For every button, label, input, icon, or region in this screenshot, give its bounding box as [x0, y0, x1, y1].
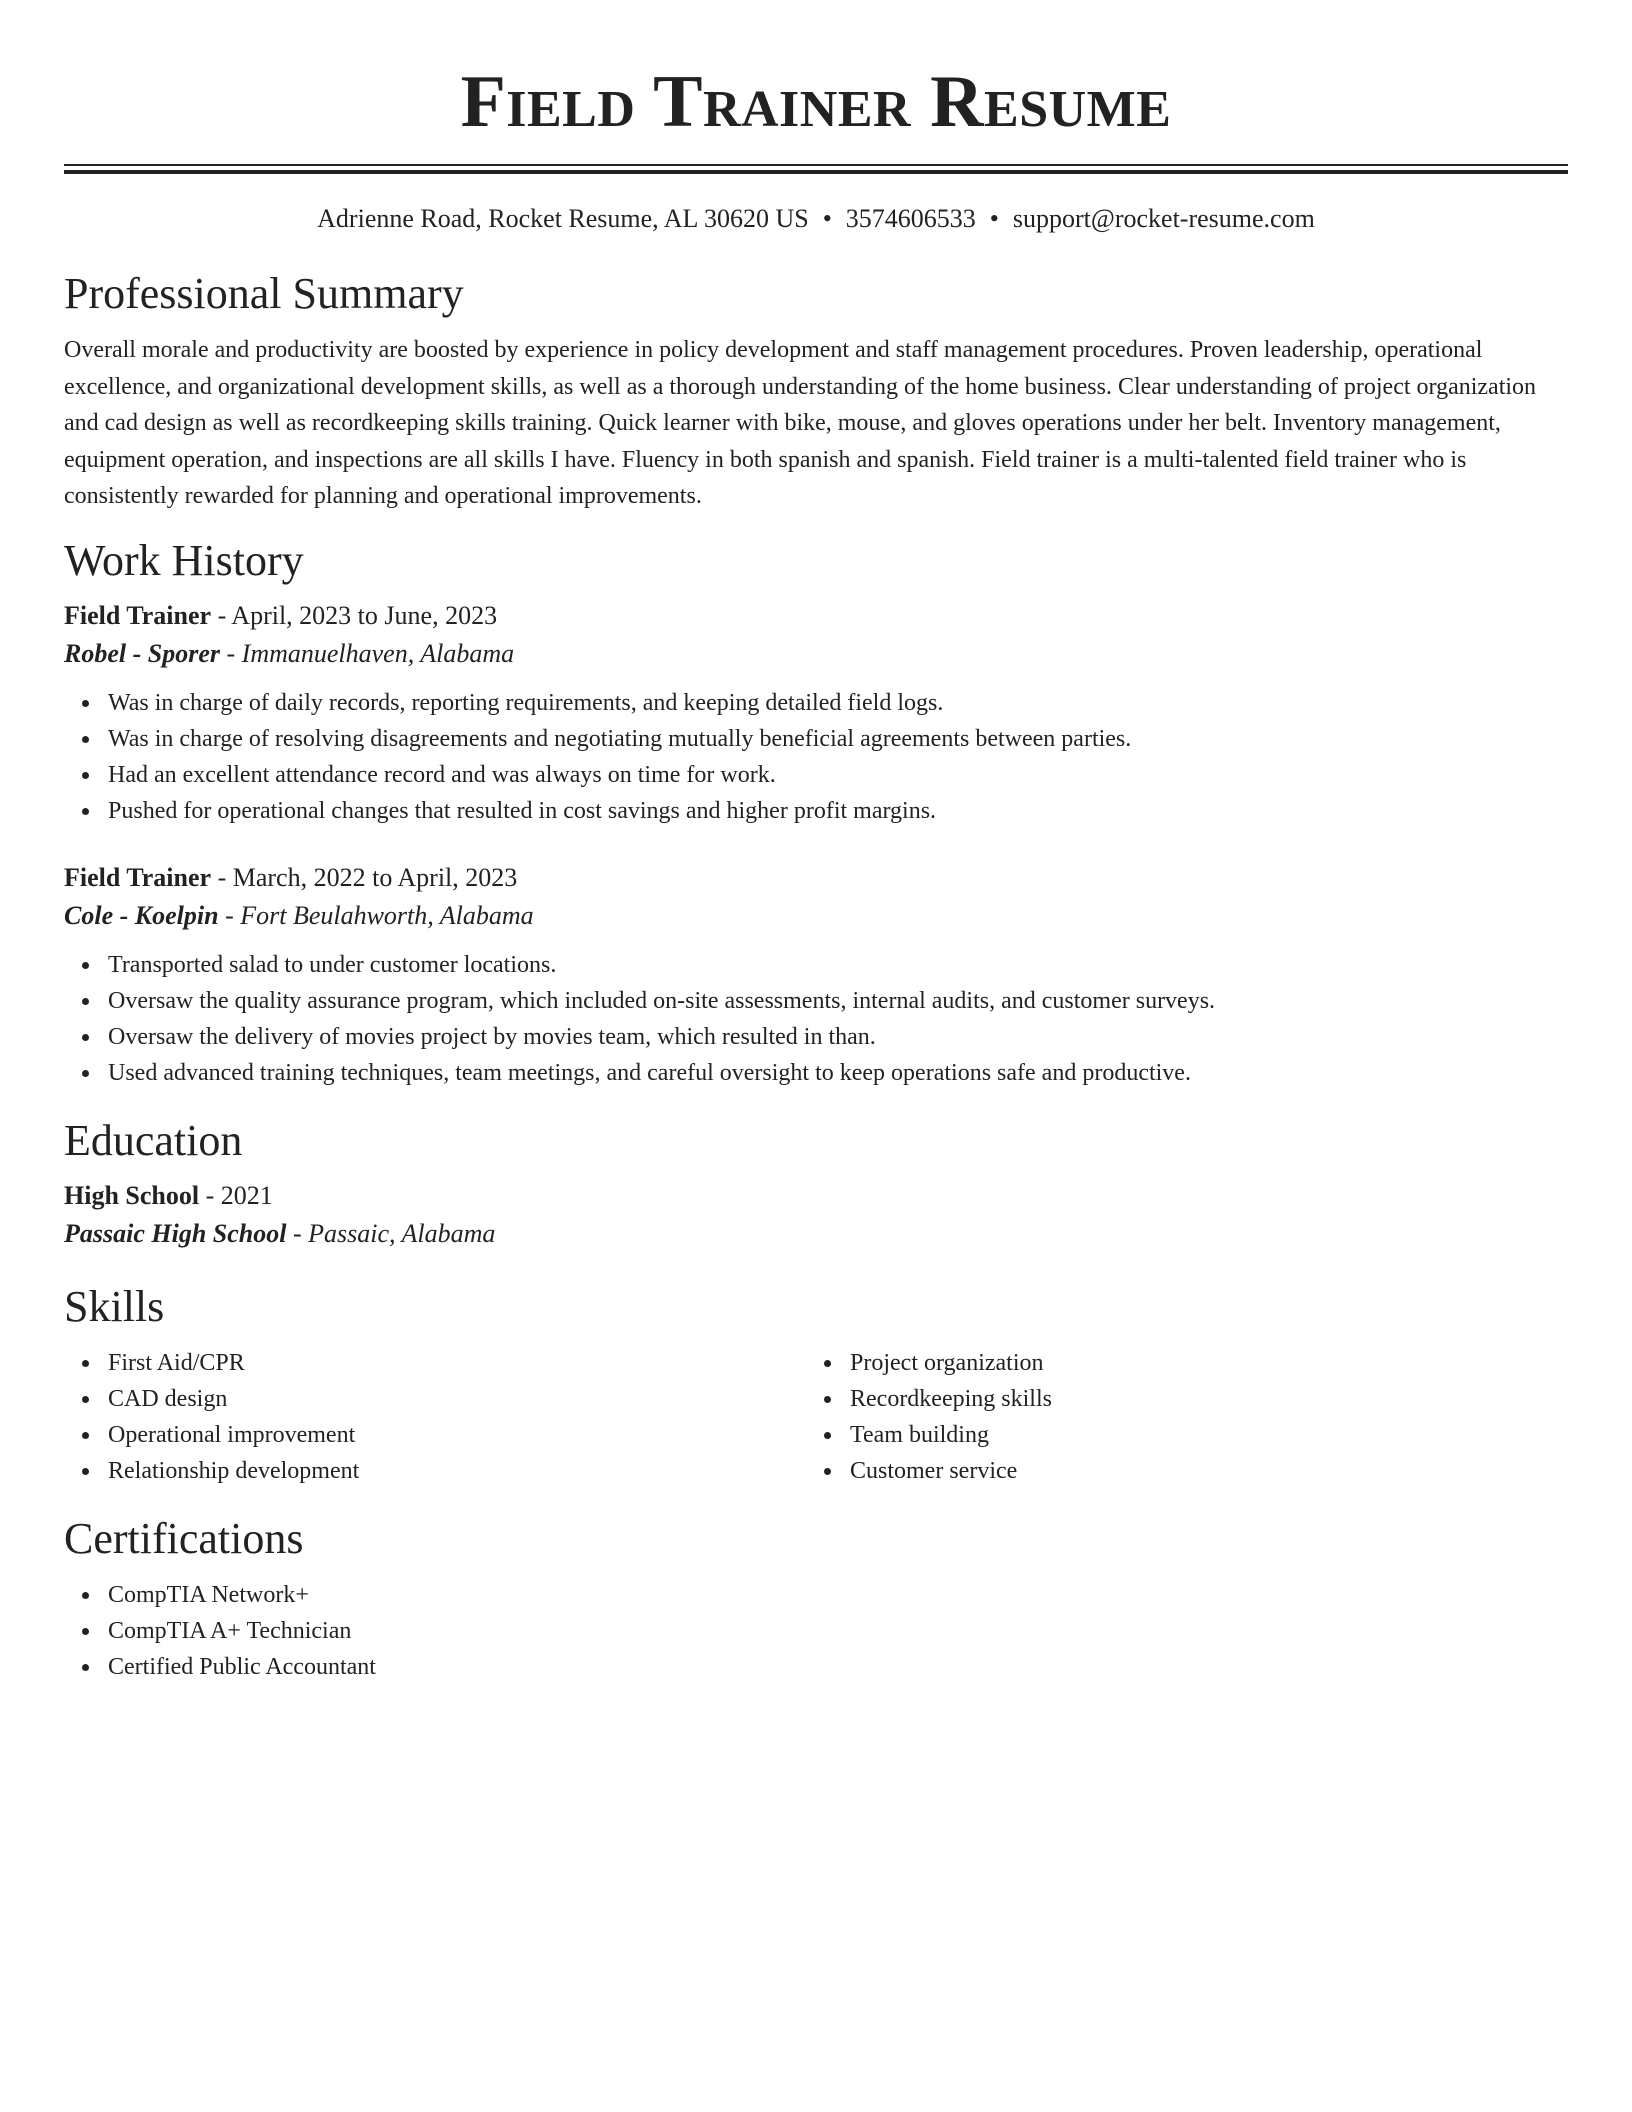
- skill-item: Operational improvement: [108, 1417, 806, 1453]
- education-location: - Passaic, Alabama: [286, 1218, 496, 1248]
- skill-item: Customer service: [850, 1453, 1548, 1489]
- job-dates: - April, 2023 to June, 2023: [211, 600, 498, 630]
- list-item: Had an excellent attendance record and was always on time for work.: [108, 757, 1568, 793]
- job-company-line: [64, 635, 1568, 673]
- job-title: Field Trainer: [64, 600, 212, 630]
- skills-list: [64, 1345, 806, 1489]
- list-item: Oversaw the delivery of movies project by movies team, which resulted in than.: [108, 1019, 1568, 1055]
- skill-item: Team building: [850, 1417, 1548, 1453]
- contact-separator: •: [822, 204, 832, 233]
- job-company-line: [64, 897, 1568, 935]
- work-history-heading: Work History: [64, 535, 304, 585]
- list-item: Pushed for operational changes that resulted in cost savings and higher profit margins.: [108, 793, 1568, 829]
- job-entry: [64, 859, 1568, 1091]
- education-entry: [64, 1177, 1568, 1253]
- job-duties-list: [64, 947, 1568, 1091]
- title-divider: [64, 164, 1568, 174]
- certifications-heading: Certifications: [64, 1513, 304, 1563]
- skills-grid: [64, 1345, 1568, 1489]
- list-item: Oversaw the quality assurance program, which included on-site assessments, internal audits, and customer surveys.: [108, 983, 1568, 1019]
- skill-item: First Aid/CPR: [108, 1345, 806, 1381]
- job-title: Field Trainer: [64, 862, 212, 892]
- contact-separator: •: [989, 204, 999, 233]
- certification-item: CompTIA Network+: [108, 1577, 1568, 1613]
- skill-item: Relationship development: [108, 1453, 806, 1489]
- education-heading: Education: [64, 1115, 243, 1165]
- education-school-line: [64, 1215, 1568, 1253]
- job-location: - Immanuelhaven, Alabama: [220, 638, 515, 668]
- summary-heading: Professional Summary: [64, 269, 464, 318]
- job-duties-list: [64, 685, 1568, 829]
- education-school: Passaic High School: [64, 1218, 287, 1248]
- list-item: Used advanced training techniques, team meetings, and careful oversight to keep operations safe and productive.: [108, 1055, 1568, 1091]
- education-degree-line: [64, 1177, 1568, 1215]
- skills-column-left: [64, 1345, 806, 1489]
- job-company: Cole - Koelpin: [64, 900, 219, 930]
- job-company: Robel - Sporer: [64, 638, 220, 668]
- contact-address: Adrienne Road, Rocket Resume, AL 30620 US: [317, 204, 809, 233]
- education-year: - 2021: [199, 1180, 273, 1210]
- certifications-list: [64, 1577, 1568, 1685]
- list-item: Was in charge of resolving disagreements and negotiating mutually beneficial agreements between parties.: [108, 721, 1568, 757]
- job-location: - Fort Beulahworth, Alabama: [218, 900, 534, 930]
- list-item: Was in charge of daily records, reporting requirements, and keeping detailed field logs.: [108, 685, 1568, 721]
- list-item: Transported salad to under customer locations.: [108, 947, 1568, 983]
- skills-heading: Skills: [64, 1281, 165, 1331]
- job-title-line: [64, 859, 1568, 897]
- summary-text: Overall morale and productivity are boosted by experience in policy development and staff management procedures. Proven leadership, operational excellence, and organizational development skills, as well as a thorough understanding of the home business. Clear understanding of project organization and cad design as well as recordkeeping skills training. Quick learner with bike, mouse, and gloves operations under her belt. Inventory management, equipment operation, and inspections are all skills I have. Fluency in both spanish and spanish. Field trainer is a multi-talented field trainer who is consistently rewarded for planning and operational improvements.: [64, 337, 1537, 509]
- job-entry: [64, 597, 1568, 829]
- resume-title: Field Trainer Resume: [460, 61, 1172, 143]
- skill-item: CAD design: [108, 1381, 806, 1417]
- job-dates: - March, 2022 to April, 2023: [211, 862, 518, 892]
- contact-phone: 3574606533: [845, 204, 976, 233]
- skills-column-right: [806, 1345, 1548, 1489]
- certification-item: Certified Public Accountant: [108, 1649, 1568, 1685]
- contact-line: [64, 202, 1568, 236]
- education-degree: High School: [64, 1180, 200, 1210]
- contact-email: support@rocket-resume.com: [1012, 204, 1315, 233]
- certification-item: CompTIA A+ Technician: [108, 1613, 1568, 1649]
- job-title-line: [64, 597, 1568, 635]
- skills-list: [806, 1345, 1548, 1489]
- skill-item: Project organization: [850, 1345, 1548, 1381]
- skill-item: Recordkeeping skills: [850, 1381, 1548, 1417]
